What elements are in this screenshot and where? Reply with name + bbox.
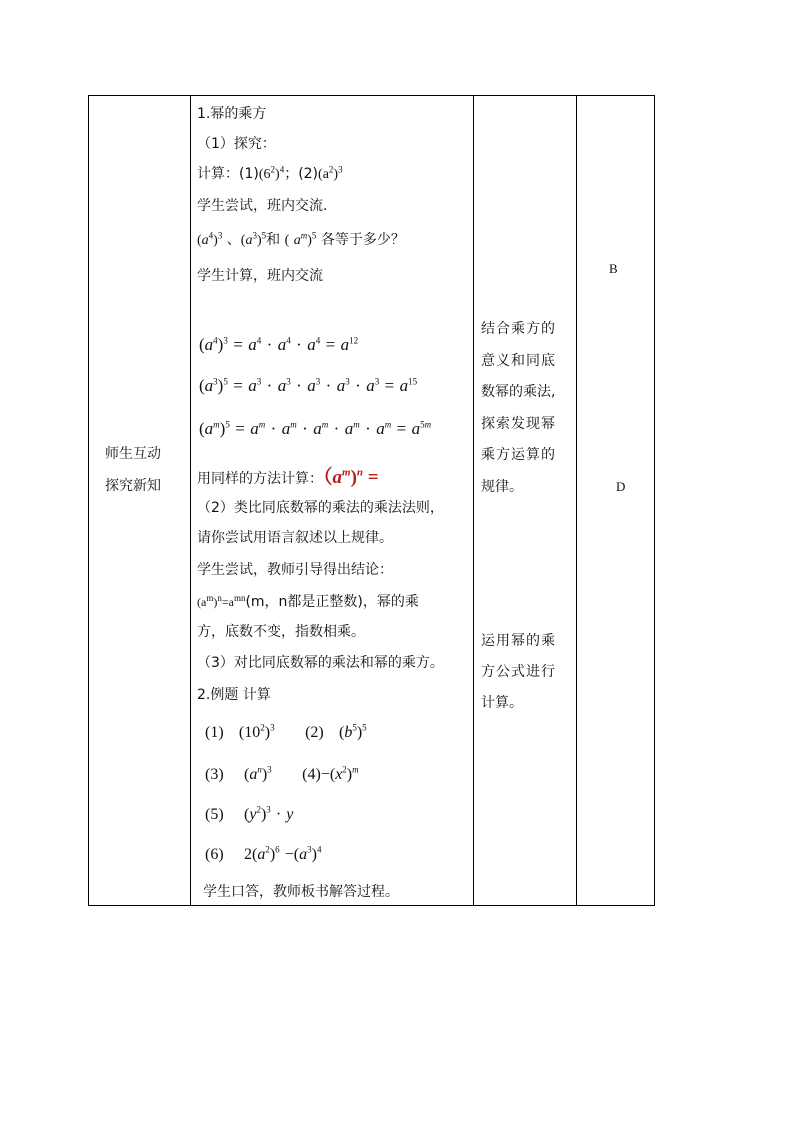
equation-a3-fifth: $(a^3)^5 = a^3 \cdot a^3 \cdot a^3 \cdot a^3 \cdot a^3 = a^{15}$ — [199, 376, 418, 395]
calc-line: 计算：$(1)(6^2)^4$；$(2)(a^2)^3$ — [197, 164, 343, 182]
note-line: 方公式进行 — [481, 664, 556, 680]
example-row-3: (5) $(y^2)^3 \cdot y$ — [205, 804, 294, 823]
subsection-analogy-line2: 请你尝试用语言叙述以上规律。 — [197, 530, 393, 546]
note-line: 意义和同底 — [481, 353, 556, 369]
subsection-compare: （3）对比同底数幂的乘法和幂的乘方。 — [197, 655, 444, 671]
mark-b: B — [609, 261, 618, 276]
stage-label-line1: 师生互动 — [105, 446, 161, 462]
note-line: 规律。 — [481, 479, 523, 495]
note-line: 运用幂的乘 — [481, 633, 556, 649]
closing-line: 学生口答，教师板书解答过程。 — [203, 884, 399, 900]
section-heading: 1.幂的乘方 — [197, 106, 267, 122]
rule-line2: 方，底数不变，指数相乘。 — [197, 624, 365, 640]
note-line: 结合乘方的 — [481, 321, 556, 337]
note-line: 计算。 — [481, 695, 523, 711]
subsection-analogy-line1: （2）类比同底数幂的乘法的乘法法则， — [197, 500, 444, 516]
example-row-4: (6) $2(a^2)^6 -(a^3)^4$ — [205, 844, 322, 863]
question-line: $(a^4)^3$ 、$(a^3)^5$和 ( $a^m)^5$ 各等于多少？ — [197, 230, 405, 248]
lesson-table — [88, 95, 655, 906]
example-row-1: (1) $(10^2)^3$ (2) $(b^5)^5$ — [205, 722, 367, 741]
mark-d: D — [616, 479, 626, 494]
note-line: 乘方运算的 — [481, 447, 556, 463]
column-divider — [473, 96, 474, 905]
compute-line: 学生计算，班内交流 — [197, 268, 323, 284]
same-method-line: 用同样的方法计算：$(a^m)^n$ = — [197, 466, 379, 488]
equation-a4-cubed: $(a^4)^3 = a^4 \cdot a^4 \cdot a^4 = a^{12}$ — [199, 335, 359, 354]
example-heading: 2.例题 计算 — [197, 687, 271, 703]
equation-am-fifth: $(a^m)^5 = a^m \cdot a^m \cdot a^m \cdot a^m \cdot a^m = a^{5m}$ — [199, 419, 432, 438]
column-divider — [576, 96, 577, 905]
rule-line1: $(a^m)^n=a^{mn}(m$，n都是正整数)，幂的乘 — [197, 593, 419, 610]
stage-label-line2: 探究新知 — [105, 478, 161, 494]
red-formula: $(a^m)^n$ = — [323, 466, 379, 488]
note-line: 探索发现幂 — [481, 416, 556, 432]
example-row-2: (3) $(a^n)^3$ $(4)-(x^2)^m$ — [205, 764, 359, 783]
note-line: 数幂的乘法, — [481, 384, 556, 400]
column-divider — [190, 96, 191, 905]
try-line: 学生尝试，班内交流. — [197, 198, 328, 214]
teacher-guide-line: 学生尝试，教师引导得出结论： — [197, 562, 393, 578]
subsection-explore: （1）探究： — [197, 136, 276, 152]
